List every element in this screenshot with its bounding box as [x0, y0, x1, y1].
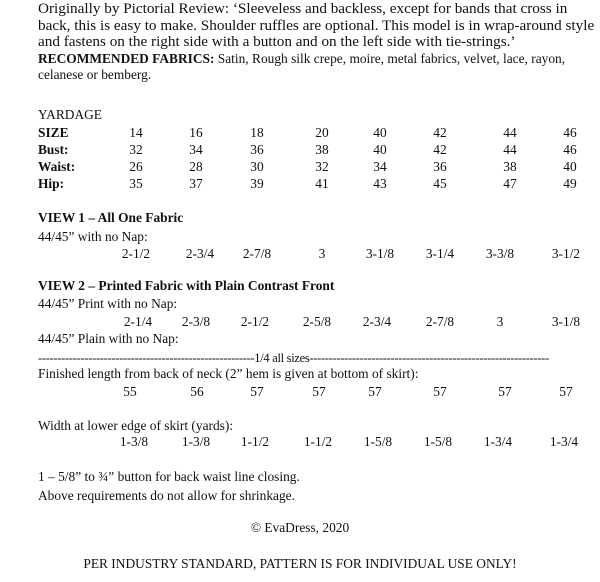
yardage-cell: 34 [373, 159, 387, 174]
finished-length-label: Finished length from back of neck (2” hem is given at bottom of skirt): [38, 366, 419, 381]
yardage-row-label: Bust: [38, 142, 69, 157]
skirt-width-cell: 1-3/4 [483, 434, 513, 449]
yardage-cell: 40 [373, 142, 387, 157]
view1-yardage-cell: 3 [318, 246, 326, 261]
skirt-width-cell: 1-3/4 [549, 434, 579, 449]
skirt-width-label: Width at lower edge of skirt (yards): [38, 418, 234, 433]
view2-print-yardage-cell: 3 [496, 314, 504, 329]
view2-print-yardage-cell: 2-3/4 [362, 314, 392, 329]
footer-notice: PER INDUSTRY STANDARD, PATTERN IS FOR INDIVIDUAL USE ONLY! [83, 556, 517, 571]
view2-plain-label: 44/45” Plain with no Nap: [38, 331, 179, 346]
yardage-cell: 49 [563, 176, 577, 191]
view1-yardage-cell: 3-1/2 [551, 246, 581, 261]
finished-length-cell: 55 [123, 384, 137, 399]
yardage-row-label: SIZE [38, 125, 69, 140]
view2-print-label: 44/45” Print with no Nap: [38, 296, 178, 311]
copyright: © EvaDress, 2020 [250, 520, 350, 535]
yardage-cell: 14 [129, 125, 143, 140]
view2-print-yardage-cell: 3-1/8 [551, 314, 581, 329]
yardage-cell: 46 [563, 125, 577, 140]
view2-print-yardage-cell: 2-1/4 [123, 314, 153, 329]
yardage-cell: 47 [503, 176, 517, 191]
fabrics-text: Satin, Rough silk crepe, moire, metal fabrics, velvet, lace, rayon, celanese or bemberg. [38, 50, 566, 82]
skirt-width-cell: 1-3/8 [181, 434, 211, 449]
yardage-row-label: Waist: [38, 159, 76, 174]
yardage-row-label: Hip: [38, 176, 65, 191]
yardage-cell: 18 [250, 125, 264, 140]
view2-print-yardage-cell: 2-7/8 [425, 314, 455, 329]
yardage-cell: 34 [189, 142, 203, 157]
all-sizes-divider: --------------------------------------------------------1/4 all sizes-------------------------------------------------------------- [38, 351, 549, 365]
yardage-cell: 45 [433, 176, 447, 191]
yardage-title: YARDAGE [38, 107, 102, 122]
yardage-cell: 42 [433, 125, 447, 140]
view2-print-yardage-cell: 2-5/8 [302, 314, 332, 329]
view2-print-yardage-cell: 2-3/8 [181, 314, 211, 329]
skirt-width-cell: 1-3/8 [119, 434, 149, 449]
skirt-width-cell: 1-5/8 [423, 434, 453, 449]
finished-length-cell: 57 [559, 384, 573, 399]
view1-yardage-cell: 2-3/4 [185, 246, 215, 261]
finished-length-cell: 57 [312, 384, 326, 399]
yardage-cell: 40 [373, 125, 387, 140]
view1-yardage-cell: 2-1/2 [121, 246, 151, 261]
yardage-cell: 43 [373, 176, 387, 191]
yardage-cell: 39 [250, 176, 264, 191]
yardage-cell: 36 [433, 159, 447, 174]
view1-title: VIEW 1 – All One Fabric [38, 210, 184, 225]
finished-length-cell: 57 [368, 384, 382, 399]
view1-fabric-label: 44/45” with no Nap: [38, 229, 148, 244]
view1-yardage-cell: 3-1/4 [425, 246, 455, 261]
view2-print-yardage-cell: 2-1/2 [240, 314, 270, 329]
yardage-cell: 32 [129, 142, 143, 157]
view2-title: VIEW 2 – Printed Fabric with Plain Contrast Front [38, 278, 335, 293]
skirt-width-cell: 1-1/2 [240, 434, 270, 449]
view1-yardage-cell: 2-7/8 [242, 246, 272, 261]
yardage-cell: 20 [315, 125, 329, 140]
intro-description: Originally by Pictorial Review: ‘Sleeveless and backless, except for bands that cross in back, this is easy to make. Shoulder ruffles are optional. This model is in wrap-around style and fastens on the right side with a button and on the left side with tie-strings.’ [38, 0, 595, 50]
skirt-width-cell: 1-1/2 [303, 434, 333, 449]
shrinkage-note: Above requirements do not allow for shrinkage. [38, 488, 295, 503]
finished-length-cell: 57 [498, 384, 512, 399]
finished-length-cell: 57 [250, 384, 264, 399]
yardage-cell: 44 [503, 125, 517, 140]
view1-yardage-cell: 3-1/8 [365, 246, 395, 261]
yardage-cell: 30 [250, 159, 264, 174]
yardage-cell: 28 [189, 159, 203, 174]
yardage-cell: 37 [189, 176, 203, 191]
yardage-cell: 42 [433, 142, 447, 157]
yardage-cell: 16 [189, 125, 203, 140]
yardage-cell: 38 [503, 159, 517, 174]
yardage-cell: 35 [129, 176, 143, 191]
yardage-cell: 41 [315, 176, 329, 191]
finished-length-cell: 57 [433, 384, 447, 399]
yardage-cell: 46 [563, 142, 577, 157]
yardage-cell: 38 [315, 142, 329, 157]
finished-length-cell: 56 [190, 384, 204, 399]
skirt-width-cell: 1-5/8 [363, 434, 393, 449]
yardage-cell: 36 [250, 142, 264, 157]
yardage-cell: 44 [503, 142, 517, 157]
fabrics-label: RECOMMENDED FABRICS: [38, 50, 215, 66]
yardage-cell: 26 [129, 159, 143, 174]
yardage-cell: 32 [315, 159, 329, 174]
view1-yardage-cell: 3-3/8 [485, 246, 515, 261]
yardage-cell: 40 [563, 159, 577, 174]
button-note: 1 – 5/8” to ¾” button for back waist line closing. [38, 469, 300, 484]
